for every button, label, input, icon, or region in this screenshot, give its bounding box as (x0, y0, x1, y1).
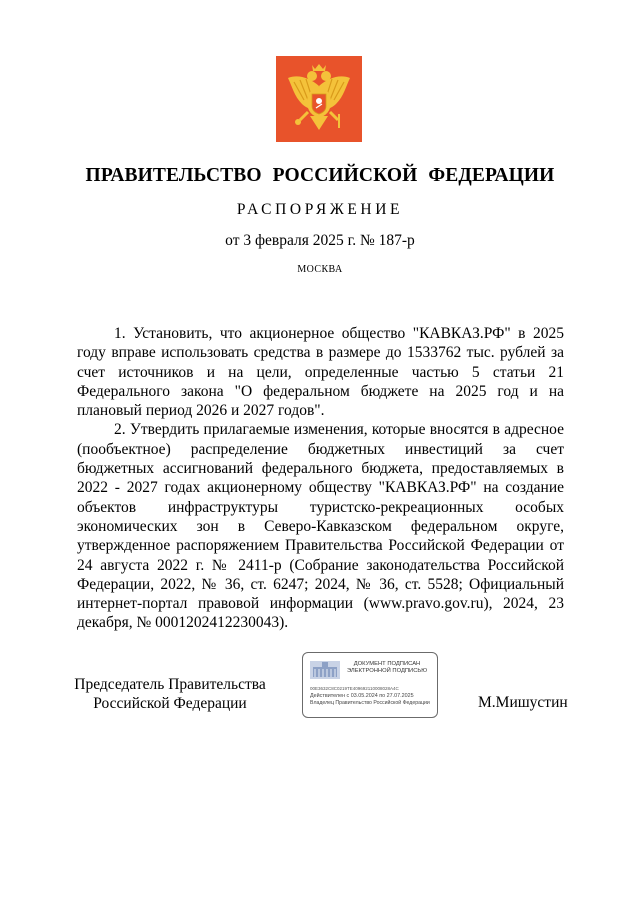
stamp-title-line2: ЭЛЕКТРОННОЙ ПОДПИСЬЮ (346, 668, 428, 674)
government-title: ПРАВИТЕЛЬСТВО РОССИЙСКОЙ ФЕДЕРАЦИИ (85, 165, 555, 186)
signatory-name: М.Мишустин (478, 694, 568, 711)
document-city: МОСКВА (297, 264, 343, 275)
stamp-title-line1: ДОКУМЕНТ ПОДПИСАН (353, 661, 421, 667)
document-body (77, 324, 564, 633)
document-type: РАСПОРЯЖЕНИЕ (236, 201, 404, 218)
signatory-position-line1: Председатель Правительства (74, 676, 266, 693)
government-building-icon (309, 659, 343, 681)
signatory-position (70, 675, 270, 713)
stamp-certificate: 00E3632C8C0219TE409692110008028A4C (310, 686, 399, 691)
signatory-position-line2: Российской Федерации (93, 695, 247, 712)
paragraph-2: 2. Утвердить прилагаемые изменения, которые вносятся в адресное (пообъектное) распределение бюджетных инвестиций за счет бюджетных ассигнований федерального бюджета, предоставляемых в 2022 - 2027 годах акционерному обществу "КАВКАЗ.РФ" на создание объектов инфраструктуры туристско-рекреационных особых экономических зон в Северо-Кавказском федеральном округе, утвержденное распоряжением Правительства Российской Федерации от 24 августа 2022 г. № 2411-р (Собрание законодательства Российской Федерации, 2022, № 36, ст. 6247; 2024, № 36, ст. 5528; Официальный интернет-портал правовой информации (www.pravo.gov.ru), 2024, 23 декабря, № 0001202412230043). (77, 421, 564, 632)
document-date-number: от 3 февраля 2025 г. № 187-р (225, 232, 415, 249)
stamp-validity: Действителен с 03.05.2024 по 27.07.2025 (310, 693, 414, 699)
stamp-title (339, 661, 435, 675)
russian-coat-of-arms-icon (276, 56, 362, 142)
paragraph-1: 1. Установить, что акционерное общество "КАВКАЗ.РФ" в 2025 году вправе использовать средства в размере до 1533762 тыс. рублей за счет источников и на цели, определенные частью 5 статьи 21 Федерального закона "О федеральном бюджете на 2025 год и на плановый период 2026 и 2027 годов". (77, 325, 564, 420)
electronic-signature-stamp (302, 652, 438, 718)
stamp-owner: Владелец Правительство Российской Федерации (310, 700, 430, 706)
